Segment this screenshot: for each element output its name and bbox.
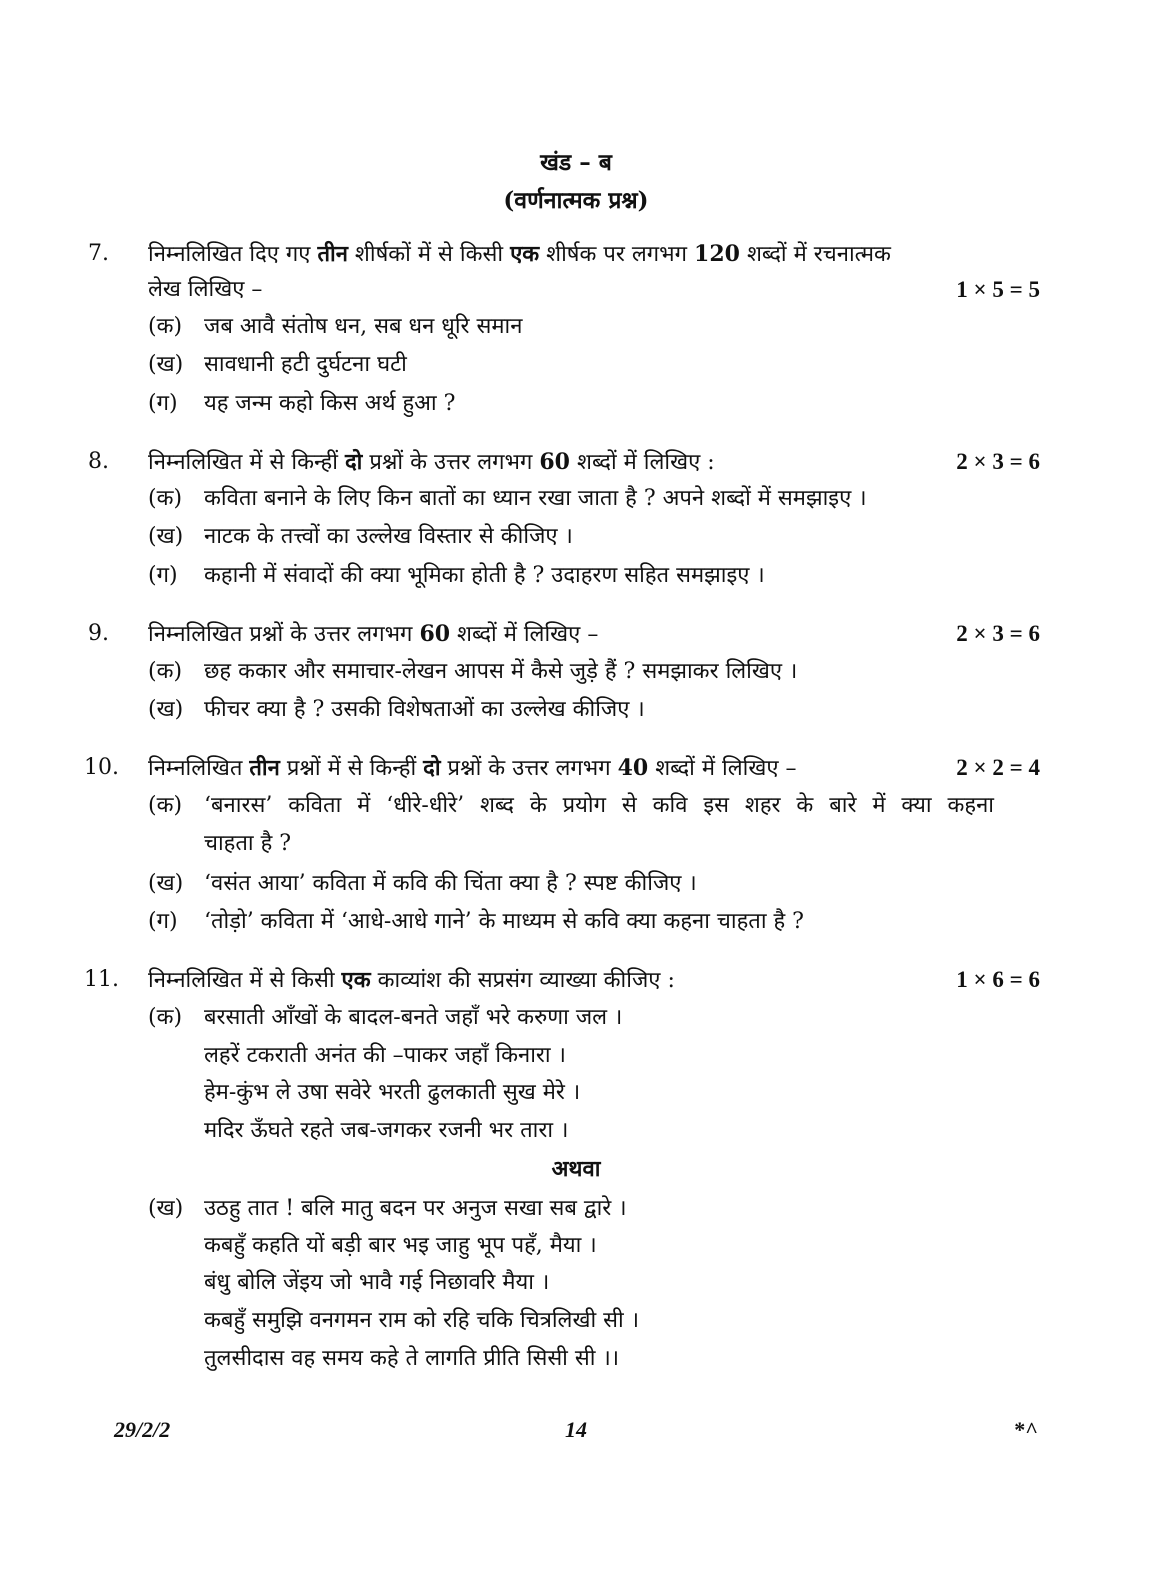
question-7-line-2 [0, 272, 1152, 308]
question-marks: 1 × 6 = 6 [956, 967, 1040, 992]
question-8 [0, 444, 1152, 480]
footer-mark: *^ [1014, 1417, 1038, 1442]
verse-line: हेम-कुंभ ले उषा सवेरे भरती ढुलकाती सुख मेरे । [204, 1080, 581, 1105]
question-marks: 2 × 3 = 6 [956, 621, 1040, 646]
option-text: ‘तोड़ो’ कविता में ‘आधे-आधे गाने’ के माध्यम से कवि क्या कहना चाहता है ? [204, 909, 804, 934]
paper-code: 29/2/2 [114, 1417, 171, 1442]
option-label: (ख) [148, 697, 184, 722]
option-item [0, 558, 1152, 594]
question-text: निम्नलिखित तीन प्रश्नों में से किन्हीं दो प्रश्नों के उत्तर लगभग 40 शब्दों में लिखिए – [148, 755, 797, 781]
verse-line: तुलसीदास वह समय कहे ते लागति प्रीति सिसी सी ।। [204, 1346, 620, 1371]
option-text: फीचर क्या है ? उसकी विशेषताओं का उल्लेख कीजिए । [204, 697, 645, 722]
verse-line: लहरें टकराती अनंत की –पाकर जहाँ किनारा । [204, 1043, 566, 1068]
option-label: (क) [148, 486, 183, 511]
option-text: ‘वसंत आया’ कविता में कवि की चिंता क्या है ? स्पष्ट कीजिए । [204, 871, 697, 896]
section-subtitle: (वर्णनात्मक प्रश्न) [503, 187, 649, 214]
question-number: 9. [88, 621, 109, 646]
question-9 [0, 616, 1152, 652]
verse-line: मदिर ऊँघते रहते जब-जगकर रजनी भर तारा । [204, 1118, 569, 1143]
option-item [0, 788, 1152, 824]
or-separator: अथवा [551, 1156, 601, 1182]
option-label: (ख) [148, 352, 184, 377]
option-item [0, 654, 1152, 690]
option-label: (ग) [148, 391, 178, 416]
option-label: (ख) [148, 1196, 184, 1221]
section-title: खंड – ब [540, 149, 612, 176]
option-text: कहानी में संवादों की क्या भूमिका होती है ? उदाहरण सहित समझाइए । [204, 563, 765, 588]
question-marks: 2 × 3 = 6 [956, 449, 1040, 474]
question-11 [0, 962, 1152, 998]
verse-line: कबहुँ समुझि वनगमन राम को रहि चकि चित्रलिखी सी । [204, 1308, 640, 1333]
option-item [0, 309, 1152, 345]
verse-line: बरसाती आँखों के बादल-बनते जहाँ भरे करुणा जल । [204, 1005, 623, 1030]
question-7 [0, 236, 1152, 272]
option-text: नाटक के तत्त्वों का उल्लेख विस्तार से कीजिए । [204, 524, 573, 549]
question-number: 11. [84, 967, 119, 992]
option-label: (ग) [148, 563, 178, 588]
question-text-continued: लेख लिखिए – [148, 277, 263, 302]
question-number: 10. [84, 755, 119, 780]
option-label: (क) [148, 1005, 183, 1030]
option-item [0, 386, 1152, 422]
option-label: (ख) [148, 871, 184, 896]
question-10 [0, 750, 1152, 786]
question-text: निम्नलिखित प्रश्नों के उत्तर लगभग 60 शब्दों में लिखिए – [148, 621, 599, 647]
option-text: यह जन्म कहो किस अर्थ हुआ ? [204, 391, 456, 416]
option-text: सावधानी हटी दुर्घटना घटी [204, 352, 407, 377]
option-label: (क) [148, 314, 183, 339]
option-text: कविता बनाने के लिए किन बातों का ध्यान रखा जाता है ? अपने शब्दों में समझाइए । [204, 486, 867, 511]
question-number: 8. [88, 449, 109, 474]
option-label: (ग) [148, 909, 178, 934]
option-label: (क) [148, 793, 183, 818]
option-item [0, 481, 1152, 517]
question-text: निम्नलिखित दिए गए तीन शीर्षकों में से किसी एक शीर्षक पर लगभग 120 शब्दों में रचनात्मक [148, 241, 891, 267]
option-item [0, 519, 1152, 555]
option-label: (क) [148, 659, 183, 684]
verse-line: बंधु बोलि जेंइय जो भावै गई निछावरि मैया । [204, 1270, 550, 1295]
option-label: (ख) [148, 524, 184, 549]
question-marks: 2 × 2 = 4 [956, 755, 1040, 780]
option-text: जब आवै संतोष धन, सब धन धूरि समान [204, 314, 523, 339]
option-text: चाहता है ? [204, 831, 292, 856]
question-marks: 1 × 5 = 5 [956, 277, 1040, 302]
option-item-continued [0, 826, 1152, 862]
option-item [0, 904, 1152, 940]
verse-line: उठहु तात ! बलि मातु बदन पर अनुज सखा सब द्वारे । [204, 1196, 627, 1221]
question-text: निम्नलिखित में से किन्हीं दो प्रश्नों के उत्तर लगभग 60 शब्दों में लिखिए : [148, 449, 715, 475]
option-text: छह ककार और समाचार-लेखन आपस में कैसे जुड़े हैं ? समझाकर लिखिए । [204, 659, 798, 684]
option-item [0, 692, 1152, 728]
question-number: 7. [88, 241, 109, 266]
page-number: 14 [565, 1417, 587, 1442]
option-item [0, 347, 1152, 383]
question-text: निम्नलिखित में से किसी एक काव्यांश की सप्रसंग व्याख्या कीजिए : [148, 967, 675, 993]
verse-line: कबहुँ कहति यों बड़ी बार भइ जाहु भूप पहँ, मैया । [204, 1233, 597, 1258]
option-item [0, 866, 1152, 902]
option-text: ‘बनारस’ कविता में ‘धीरे-धीरे’ शब्द के प्रयोग से कवि इस शहर के बारे में क्या कहना [204, 793, 994, 818]
